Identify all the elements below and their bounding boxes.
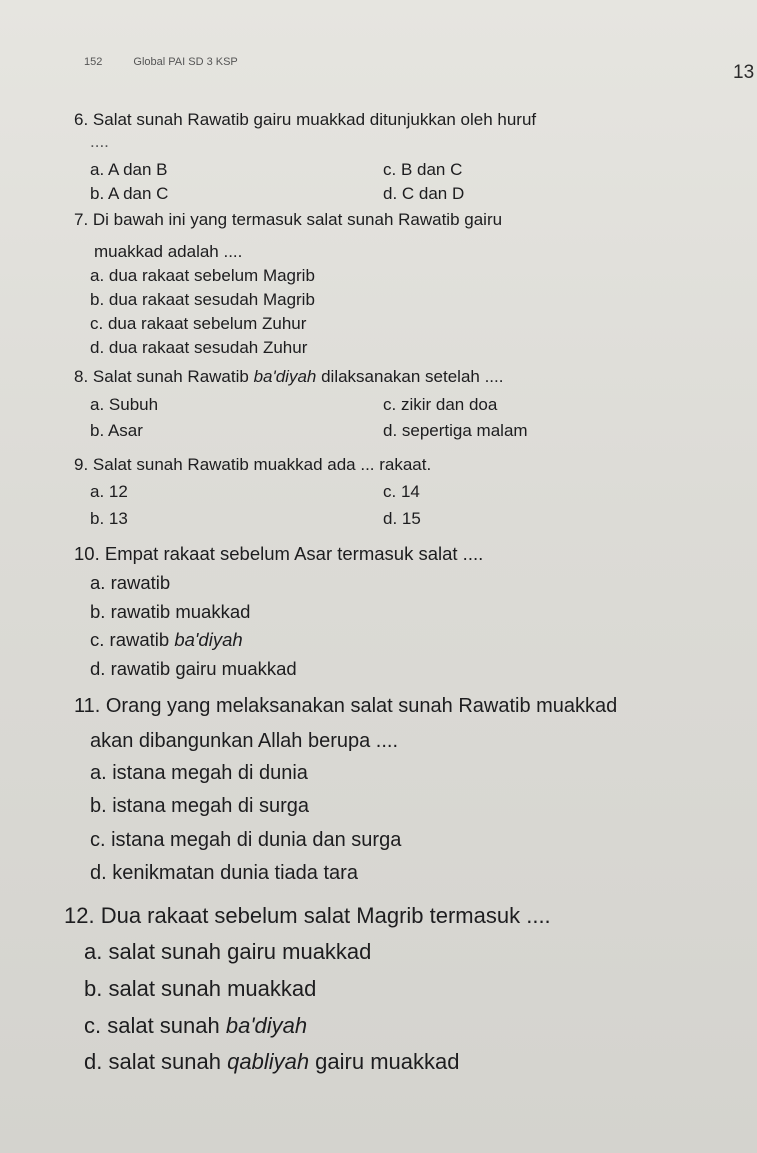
q8-text-suffix: dilaksanakan setelah .... xyxy=(316,367,504,386)
q12-option-d-italic: qabliyah xyxy=(227,1049,310,1074)
q7-text-line2: muakkad adalah .... xyxy=(94,242,243,261)
q9-option-b: b. 13 xyxy=(90,509,128,528)
page-header xyxy=(84,56,266,68)
q12-option-d-suffix: gairu muakkad xyxy=(309,1049,460,1074)
q7-option-b: b. dua rakaat sesudah Magrib xyxy=(90,290,315,309)
q6-option-c: c. B dan C xyxy=(383,160,463,179)
q10-option-b: b. rawatib muakkad xyxy=(90,601,251,622)
corner-number: 13 xyxy=(733,62,755,83)
q11-text-line2: akan dibangunkan Allah berupa .... xyxy=(90,730,399,752)
q12-option-c-prefix: c. salat sunah xyxy=(84,1013,226,1038)
q11-option-a: a. istana megah di dunia xyxy=(90,762,308,784)
q6-option-a: a. A dan B xyxy=(90,160,168,179)
q10-option-c xyxy=(90,629,243,651)
q8-option-b: b. Asar xyxy=(90,421,143,440)
q12-option-d-prefix: d. salat sunah xyxy=(84,1049,228,1074)
q12-option-b: b. salat sunah muakkad xyxy=(84,976,317,1001)
q8-option-a: a. Subuh xyxy=(90,395,159,414)
q7-option-a: a. dua rakaat sebelum Magrib xyxy=(90,266,315,285)
q9-option-c: c. 14 xyxy=(383,482,420,501)
q12-option-c xyxy=(84,1013,307,1039)
q8-text-prefix: 8. Salat sunah Rawatib xyxy=(74,367,254,386)
q10-text: 10. Empat rakaat sebelum Asar termasuk salat .... xyxy=(74,543,484,564)
q8-text xyxy=(74,367,503,387)
q8-option-c: c. zikir dan doa xyxy=(383,395,498,414)
q10-option-c-prefix: c. rawatib xyxy=(90,629,175,650)
q7-option-c: c. dua rakaat sebelum Zuhur xyxy=(90,314,307,333)
q8-text-italic: ba'diyah xyxy=(253,367,317,386)
q6-option-b: b. A dan C xyxy=(90,184,169,203)
q12-option-c-italic: ba'diyah xyxy=(225,1013,308,1038)
q9-option-a: a. 12 xyxy=(90,482,128,501)
q8-option-d: d. sepertiga malam xyxy=(383,421,528,440)
q11-option-d: d. kenikmatan dunia tiada tara xyxy=(90,862,358,884)
q7-option-d: d. dua rakaat sesudah Zuhur xyxy=(90,338,308,357)
q11-option-c: c. istana megah di dunia dan surga xyxy=(90,829,402,851)
q6-ellipsis: .... xyxy=(90,132,109,151)
q6-text: 6. Salat sunah Rawatib gairu muakkad ditunjukkan oleh huruf xyxy=(74,110,537,129)
q11-text-line1: 11. Orang yang melaksanakan salat sunah Rawatib muakkad xyxy=(74,695,618,717)
q11-option-b: b. istana megah di surga xyxy=(90,795,310,817)
q12-option-a: a. salat sunah gairu muakkad xyxy=(84,939,372,964)
q12-text: 12. Dua rakaat sebelum salat Magrib termasuk .... xyxy=(64,903,551,928)
book-title: Global PAI SD 3 KSP xyxy=(133,56,238,68)
q9-text: 9. Salat sunah Rawatib muakkad ada ... rakaat. xyxy=(74,455,432,474)
q10-option-a: a. rawatib xyxy=(90,572,171,593)
q6-option-d: d. C dan D xyxy=(383,184,465,203)
q10-option-d: d. rawatib gairu muakkad xyxy=(90,658,297,679)
q10-option-c-italic: ba'diyah xyxy=(174,629,243,650)
q12-option-d xyxy=(84,1049,459,1075)
q9-option-d: d. 15 xyxy=(383,509,421,528)
q7-text-line1: 7. Di bawah ini yang termasuk salat sunah Rawatib gairu xyxy=(74,210,503,229)
page-number: 152 xyxy=(84,56,103,68)
